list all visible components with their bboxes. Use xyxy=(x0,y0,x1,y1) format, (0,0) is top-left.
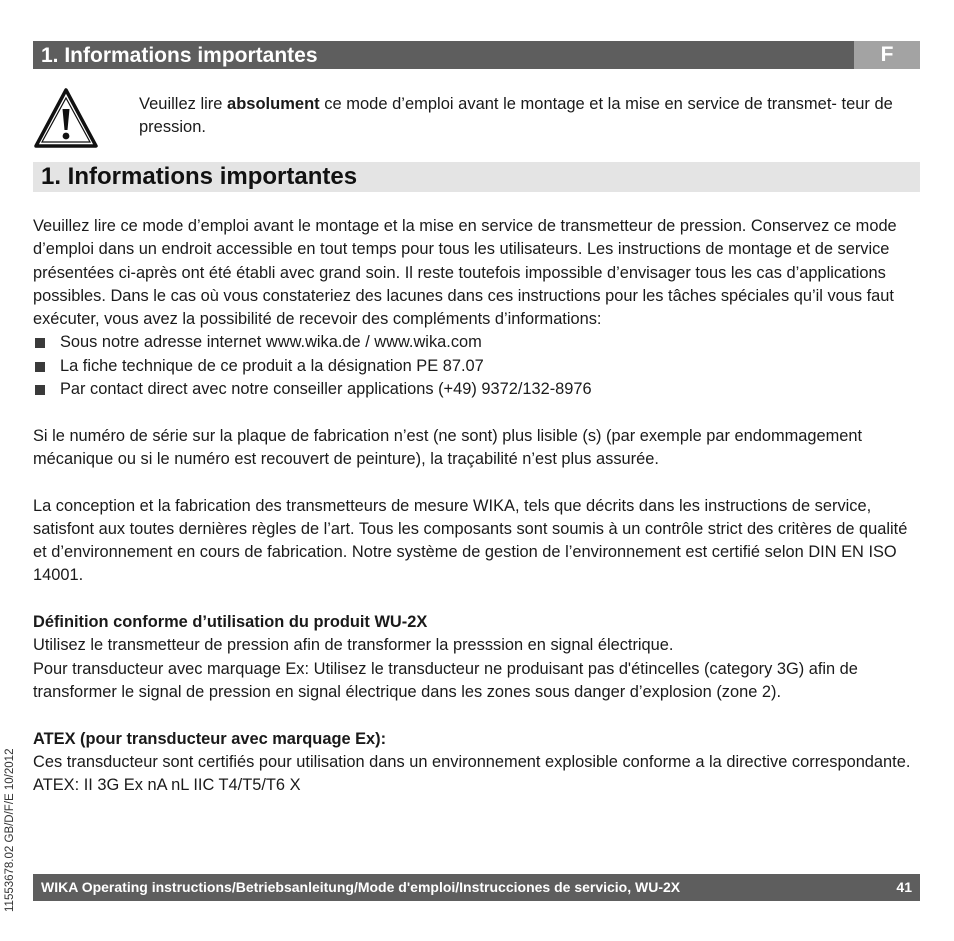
footer-text: WIKA Operating instructions/Betriebsanleitung/Mode d'emploi/Instrucciones de servicio, WU-2X xyxy=(41,879,681,895)
definition-ex-line: Pour transducteur avec marquage Ex: Utilisez le transducteur ne produisant pas d'étincelles (category 3G) afin de transformer le signal de pression en signal électrique dans les zones sous danger d’explosion (zone 2). xyxy=(33,659,858,701)
page-number: 41 xyxy=(896,879,912,895)
serial-paragraph: Si le numéro de série sur la plaque de fabrication n’est (ne sont) plus lisible (s) (par exemple par endommagement mécanique ou si le numéro est recouvert de peinture), la traçabilité n’est plus assurée. xyxy=(33,426,863,468)
atex-marking: ATEX: II 3G Ex nA nL IIC T4/T5/T6 X xyxy=(33,776,301,795)
language-tab: F xyxy=(854,41,920,69)
info-sources-list xyxy=(33,331,923,401)
chapter-header-bar xyxy=(33,41,920,69)
atex-line: Ces transducteur sont certifiés pour utilisation dans un environnement explosible conforme a la directive correspondante. xyxy=(33,752,911,771)
definition-line: Utilisez le transmetteur de pression afin de transformer la presssion en signal électrique. xyxy=(33,636,674,655)
warning-triangle-icon xyxy=(33,87,99,149)
section-header-bar xyxy=(33,162,920,192)
list-item: La fiche technique de ce produit a la désignation PE 87.07 xyxy=(33,355,923,378)
list-item: Sous notre adresse internet www.wika.de / www.wika.com xyxy=(33,331,923,354)
conception-paragraph: La conception et la fabrication des transmetteurs de mesure WIKA, tels que décrits dans les instructions de service, satisfont aux toutes dernières règles de l’art. Tous les composants sont soumis à un contrôle strict des critères de qualité et d’environnement en cours de fabrication. Notre système de gestion de l’environnement est certifié selon DIN EN ISO 14001. xyxy=(33,496,908,585)
section-title: 1. Informations importantes xyxy=(41,163,358,190)
body-content xyxy=(33,215,923,797)
document-code: 11553678.02 GB/D/F/E 10/2012 xyxy=(4,748,16,912)
footer-bar xyxy=(33,874,920,901)
atex-heading: ATEX (pour transducteur avec marquage Ex): xyxy=(33,729,387,748)
warning-emphasis: absolument xyxy=(227,95,320,113)
definition-heading: Définition conforme d’utilisation du produit WU-2X xyxy=(33,613,428,632)
warning-text: Veuillez lire absolument ce mode d’emploi avant le montage et la mise en service de transmet- teur de pression. xyxy=(139,95,893,136)
list-item: Par contact direct avec notre conseiller applications (+49) 9372/132-8976 xyxy=(33,378,923,401)
chapter-title: 1. Informations importantes xyxy=(41,44,318,67)
intro-paragraph: Veuillez lire ce mode d’emploi avant le montage et la mise en service de transmetteur de pression. Conservez ce mode d’emploi dans un endroit accessible en tout temps pour tous les utilisateurs. Les instructions de montage et de service présentées ci-après ont été établi avec grand soin. Il reste toutefois impossible d’envisager tous les cas d’applications possibles. Dans le cas où vous constateriez des lacunes dans ces instructions pour les tâches spéciales qu’il vous faut exécuter, vous avez la possibilité de recevoir des compléments d’informations: xyxy=(33,217,897,329)
